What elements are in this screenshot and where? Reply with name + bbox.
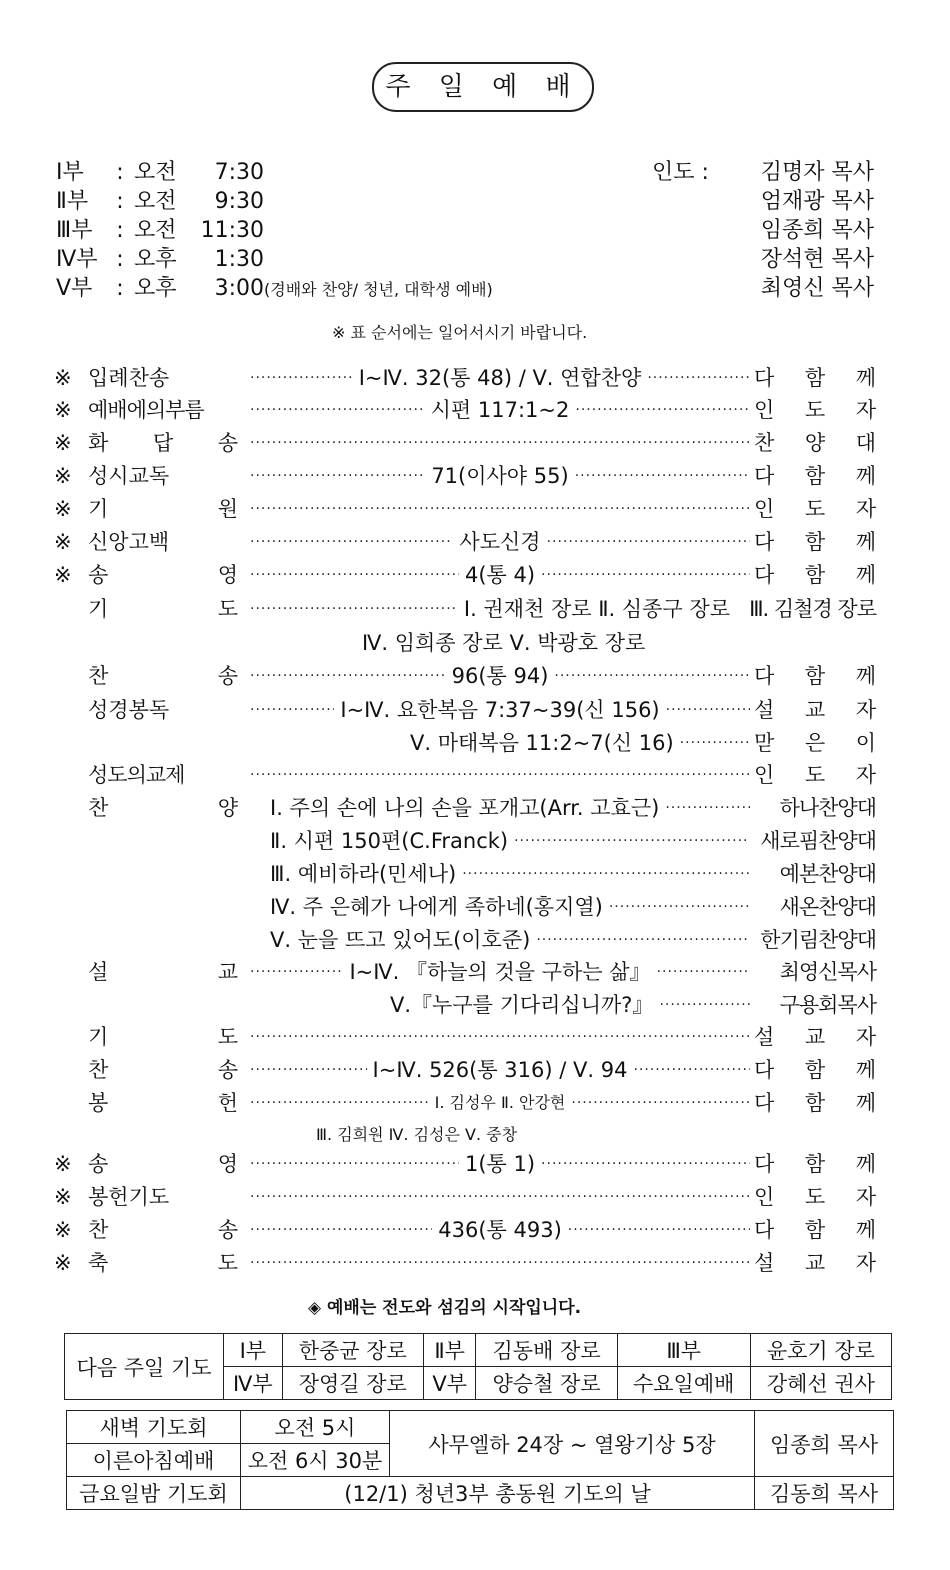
- leader-name: 최영신 목사: [760, 276, 874, 301]
- service-schedule: [56, 158, 493, 304]
- order-row: 찬 송 ····· Ⅰ~Ⅳ. 526(통 316) / Ⅴ. 94 ····· 다 함 께: [54, 1054, 876, 1086]
- motto: ◈ 예배는 전도와 섬김의 시작입니다.: [308, 1298, 582, 1318]
- next-week-prayer-table: [64, 1333, 892, 1400]
- order-row: Ⅲ. 예비하라(민세나) ····· 예본찬양대: [54, 858, 876, 890]
- order-row: ※ 송 영 ····· 1(통 1) ····· 다 함 께: [54, 1148, 876, 1180]
- part-cell: 수요일예배: [617, 1367, 750, 1400]
- order-row: 성경봉독 ····· Ⅰ~Ⅳ. 요한복음 7:37~39(신 156) ····· 설 교 자: [54, 694, 876, 726]
- part-cell: Ⅱ부: [423, 1334, 476, 1367]
- order-row: Ⅳ. 주 은혜가 나에게 족하네(홍지열) ····· 새온찬양대: [54, 891, 876, 923]
- order-row: Ⅴ. 마태복음 11:2~7(신 16) ····· 맏 은 이: [54, 727, 876, 759]
- name-cell: 양승철 장로: [476, 1367, 617, 1400]
- meeting-name: 이른아침예배: [67, 1444, 241, 1477]
- order-row: ※ 찬 송 ····· 436(통 493) ····· 다 함 께: [54, 1214, 876, 1246]
- part-cell: Ⅳ부: [224, 1367, 283, 1400]
- service-row: Ⅱ부 : 오전 9:30: [56, 189, 264, 214]
- service-row: Ⅲ부 : 오전 11:30: [56, 218, 264, 243]
- meeting-time: 오전 5시: [241, 1411, 390, 1444]
- order-row: ※ 예배에의부름 ····· 시편 117:1~2 ····· 인 도 자: [54, 394, 876, 426]
- offering-continuation: Ⅲ. 김희원 Ⅳ. 김성은 Ⅴ. 중창: [316, 1125, 518, 1144]
- order-row: 찬 양 Ⅰ. 주의 손에 나의 손을 포개고(Arr. 고효근) ····· 하나찬양대: [54, 792, 876, 824]
- order-row: ※ 화 답 송 ····· 찬 양 대: [54, 427, 876, 459]
- page-title: 주 일 예 배: [372, 62, 594, 112]
- order-row: ※ 축 도 ····· 설 교 자: [54, 1247, 876, 1279]
- meeting-leader: 김동희 목사: [755, 1477, 894, 1510]
- order-row: ※ 송 영 ····· 4(통 4) ····· 다 함 께: [54, 559, 876, 591]
- order-row: ※ 입례찬송 ····· Ⅰ~Ⅳ. 32(통 48) / Ⅴ. 연합찬양 ····· 다 함 께: [54, 362, 876, 394]
- leader-name: 김명자 목사: [760, 160, 874, 185]
- order-row: Ⅴ.『누구를 기다리십니까?』 ····· 구용회목사: [54, 989, 876, 1021]
- order-row: Ⅴ. 눈을 뜨고 있어도(이호준) ····· 한기림찬양대: [54, 924, 876, 956]
- leader-name: 엄재광 목사: [760, 189, 874, 214]
- meetings-table: [66, 1410, 894, 1510]
- order-row: ※ 기 원 ····· 인 도 자: [54, 493, 876, 525]
- order-row: 기 도 ····· Ⅰ. 권재천 장로 Ⅱ. 심종구 장로 Ⅲ. 김철경 장로: [54, 593, 876, 625]
- next-week-label: 다음 주일 기도: [65, 1334, 224, 1400]
- service-row: Ⅰ부 : 오전 7:30: [56, 160, 264, 185]
- leader-name: 임종희 목사: [760, 218, 874, 243]
- part-cell: Ⅰ부: [224, 1334, 283, 1367]
- order-row: 기 도 ····· 설 교 자: [54, 1021, 876, 1053]
- leader-label: 인도 :: [652, 160, 709, 185]
- meeting-name: 금요일밤 기도회: [67, 1477, 241, 1510]
- order-row: 설 교 ····· Ⅰ~Ⅳ. 『하늘의 것을 구하는 삶』 ····· 최영신목사: [54, 956, 876, 988]
- name-cell: 강혜선 권사: [750, 1367, 891, 1400]
- meeting-text: 사무엘하 24장 ~ 열왕기상 5장: [390, 1411, 755, 1477]
- order-row: ※ 신앙고백 ····· 사도신경 ····· 다 함 께: [54, 526, 876, 558]
- name-cell: 장영길 장로: [282, 1367, 423, 1400]
- leader-list: [761, 158, 874, 303]
- order-row: 봉 헌 ····· Ⅰ. 김성우 Ⅱ. 안강현 ····· 다 함 께: [54, 1087, 876, 1119]
- order-row: 찬 송 ····· 96(통 94) ····· 다 함 께: [54, 660, 876, 692]
- meeting-name: 새벽 기도회: [67, 1411, 241, 1444]
- meeting-time: 오전 6시 30분: [241, 1444, 390, 1477]
- order-row: 성도의교제 ····· 인 도 자: [54, 759, 876, 791]
- meeting-leader: 임종희 목사: [755, 1411, 894, 1477]
- part-cell: Ⅴ부: [423, 1367, 476, 1400]
- leader-name: 장석현 목사: [760, 247, 874, 272]
- name-cell: 한중균 장로: [282, 1334, 423, 1367]
- service-row: Ⅴ부 : 오후 3:00(경배와 찬양/ 청년, 대학생 예배): [56, 276, 493, 301]
- name-cell: 윤호기 장로: [750, 1334, 891, 1367]
- order-row: Ⅱ. 시편 150편(C.Franck) ····· 새로핌찬양대: [54, 825, 876, 857]
- meeting-text: (12/1) 청년3부 총동원 기도의 날: [241, 1477, 755, 1510]
- name-cell: 김동배 장로: [476, 1334, 617, 1367]
- stand-notice: ※ 표 순서에는 일어서시기 바랍니다.: [332, 323, 588, 342]
- order-row: ※ 봉헌기도 ····· 인 도 자: [54, 1181, 876, 1213]
- service-row: Ⅳ부 : 오후 1:30: [56, 247, 264, 272]
- order-row: ※ 성시교독 ····· 71(이사야 55) ····· 다 함 께: [54, 460, 876, 492]
- prayer-continuation: Ⅳ. 임희종 장로 Ⅴ. 박광호 장로: [362, 631, 646, 655]
- part-cell: Ⅲ부: [617, 1334, 750, 1367]
